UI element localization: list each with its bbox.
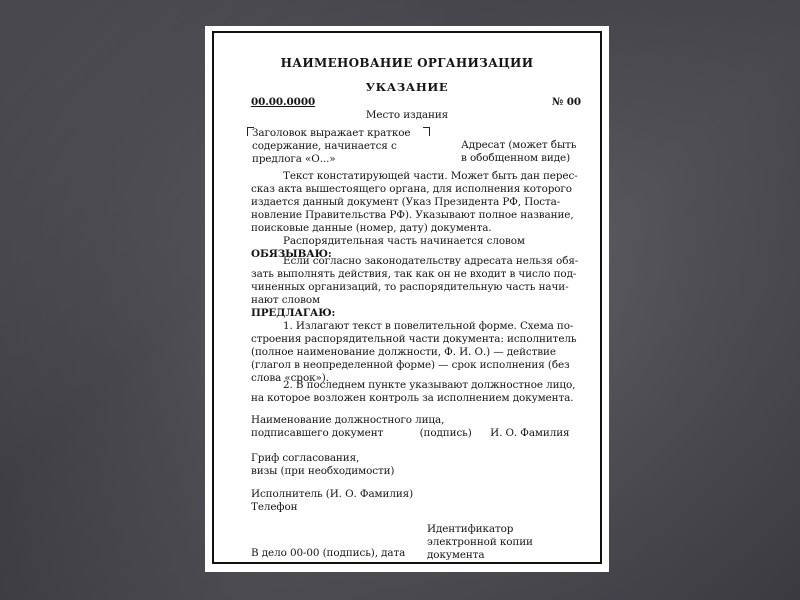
organization-name: НАИМЕНОВАНИЕ ОРГАНИЗАЦИИ <box>280 56 534 70</box>
approval-line: Гриф согласования, <box>251 452 360 464</box>
signatory-line <box>251 427 570 440</box>
electronic-copy-identifier <box>427 523 533 562</box>
text-line: Если согласно законодательству адресата нельзя обя- <box>283 255 579 267</box>
text-line: сказ акта вышестоящего органа, для исполнения которого <box>251 183 572 195</box>
addressee <box>461 139 576 165</box>
legislation-paragraph <box>251 255 578 320</box>
identifier-line: Идентификатор <box>427 523 514 535</box>
document-heading <box>252 127 410 166</box>
text-line: Распорядительная часть начинается словом <box>283 235 525 247</box>
text-line: Текст констатирующей части. Может быть дан перес- <box>283 170 578 182</box>
executor-line: Исполнитель (И. О. Фамилия) <box>251 488 414 500</box>
approval-line: визы (при необходимости) <box>251 465 395 477</box>
text-line: новление Правительства РФ). Указывают полное название, <box>251 209 574 221</box>
approval-block <box>251 452 394 478</box>
text-line: поисковые данные (номер, дату) документа. <box>251 222 492 234</box>
text-line: 2. В последнем пункте указывают должностное лицо, <box>283 379 576 391</box>
ascertaining-paragraph <box>251 170 578 261</box>
addressee-line: в обобщенном виде) <box>461 152 571 164</box>
text-line: издается данный документ (Указ Президента РФ, Поста- <box>251 196 561 208</box>
signatory-label: подписавшего документ <box>251 427 384 439</box>
document-number: № 00 <box>552 96 581 108</box>
executor-line: Телефон <box>251 501 298 513</box>
keyword-obligate: ОБЯЗЫВАЮ: <box>251 248 332 260</box>
document-type: УКАЗАНИЕ <box>365 80 449 94</box>
text-line: (глагол в неопределенной форме) — срок исполнения (без <box>251 359 570 371</box>
signature-placeholder: (подпись) <box>419 427 472 439</box>
heading-corner-right <box>423 127 430 136</box>
addressee-line: Адресат (может быть <box>461 139 577 151</box>
text-line: чиненных организаций, то распорядительную часть начи- <box>251 281 569 293</box>
text-line: 1. Излагают текст в повелительной форме. Схема по- <box>283 320 574 332</box>
publication-place: Место издания <box>365 109 449 121</box>
item-2-paragraph <box>251 379 575 405</box>
heading-line: содержание, начинается с <box>252 140 397 152</box>
signatory-name: И. О. Фамилия <box>490 427 570 439</box>
text-line: слова «срок»). <box>251 372 329 384</box>
heading-line: предлога «О...» <box>252 153 336 165</box>
signatory-position: Наименование должностного лица, <box>251 414 445 426</box>
keyword-propose: ПРЕДЛАГАЮ: <box>251 307 336 319</box>
heading-line: Заголовок выражает краткое <box>252 127 411 139</box>
text-line: зать выполнять действия, так как он не входит в число под- <box>251 268 577 280</box>
file-mark: В дело 00-00 (подпись), дата <box>251 547 406 559</box>
document-page <box>205 26 609 572</box>
executor-block <box>251 488 413 514</box>
text-line: (полное наименование должности, Ф. И. О.) — действие <box>251 346 556 358</box>
document-date: 00.00.0000 <box>251 96 316 108</box>
text-line: нают словом <box>251 294 320 306</box>
identifier-line: документа <box>427 549 485 561</box>
item-1-paragraph <box>251 320 576 385</box>
text-line: строения распорядительной части документа: исполнитель <box>251 333 577 345</box>
identifier-line: электронной копии <box>427 536 533 548</box>
text-line: на которое возложен контроль за исполнением документа. <box>251 392 574 404</box>
